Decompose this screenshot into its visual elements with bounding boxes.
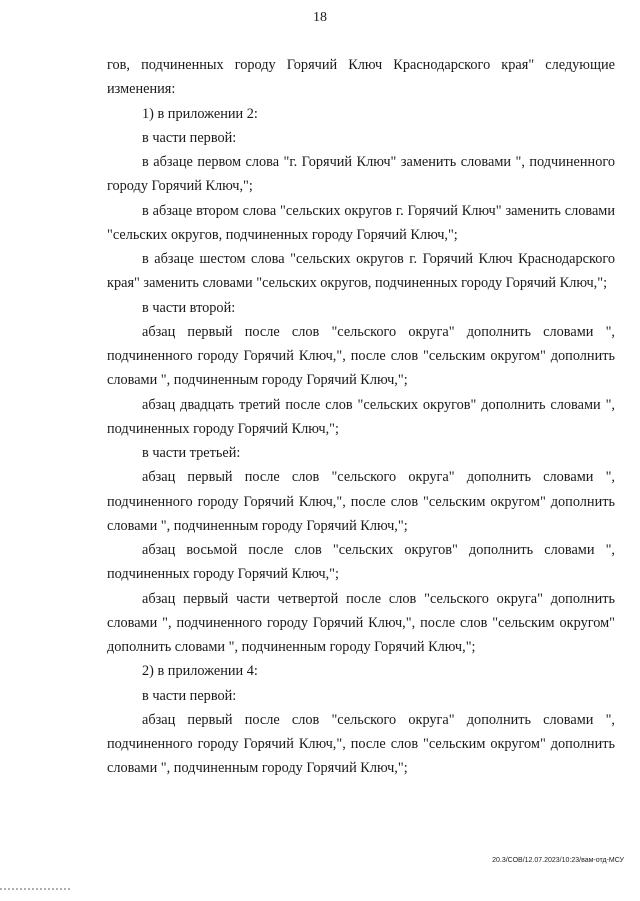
paragraph: в абзаце первом слова "г. Горячий Ключ" заменить словами ", подчиненного городу Горячий Ключ,"; xyxy=(107,154,615,195)
section-heading-part-2: в части второй: xyxy=(142,299,236,316)
paragraph: в абзаце шестом слова "сельских округов г. Горячий Ключ Краснодарского края" заменить словами "сельских округов, подчиненных городу Горячий Ключ,"; xyxy=(107,251,615,292)
section-heading-part-3: в части третьей: xyxy=(142,445,241,461)
section-heading-part-1: в части первой: xyxy=(142,129,237,146)
document-body xyxy=(107,53,615,781)
paragraph: абзац восьмой после слов "сельских округов" дополнить словами ", подчиненных городу Горячий Ключ,"; xyxy=(107,542,615,583)
scan-artifact xyxy=(0,888,70,893)
list-item-appendix-4: 2) в приложении 4: xyxy=(142,663,258,680)
paragraph: в абзаце втором слова "сельских округов г. Горячий Ключ" заменить словами "сельских округов, подчиненных городу Горячий Ключ,"; xyxy=(107,202,615,243)
list-item-appendix-2: 1) в приложении 2: xyxy=(142,105,258,122)
paragraph-continuation: гов, подчиненных городу Горячий Ключ Краснодарского края" следующие изменения: xyxy=(107,57,615,98)
page-number: 18 xyxy=(313,10,327,25)
paragraph: абзац первый после слов "сельского округа" дополнить словами ", подчиненного городу Горячий Ключ,", после слов "сельским округом" дополнить словами ", подчиненным городу Горячий Ключ,"; xyxy=(107,711,615,777)
section-heading-part-1: в части первой: xyxy=(142,687,237,704)
paragraph: абзац первый после слов "сельского округа" дополнить словами ", подчиненного городу Горячий Ключ,", после слов "сельским округом" дополнить словами ", подчиненным городу Горячий Ключ,"; xyxy=(107,469,615,534)
footer-document-code: 20.3/СОВ/12.07.2023/10:23/вам-отд-МСУ xyxy=(492,857,624,864)
paragraph: абзац двадцать третий после слов "сельских округов" дополнить словами ", подчиненных городу Горячий Ключ,"; xyxy=(107,396,615,437)
paragraph: абзац первый после слов "сельского округа" дополнить словами ", подчиненного городу Горячий Ключ,", после слов "сельским округом" дополнить словами ", подчиненным городу Горячий Ключ,"; xyxy=(107,323,615,389)
paragraph: абзац первый части четвертой после слов "сельского округа" дополнить словами ", подчиненного городу Горячий Ключ,", после слов "сельским округом" дополнить словами ", подчиненным городу Горячий Ключ,"; xyxy=(107,590,615,655)
